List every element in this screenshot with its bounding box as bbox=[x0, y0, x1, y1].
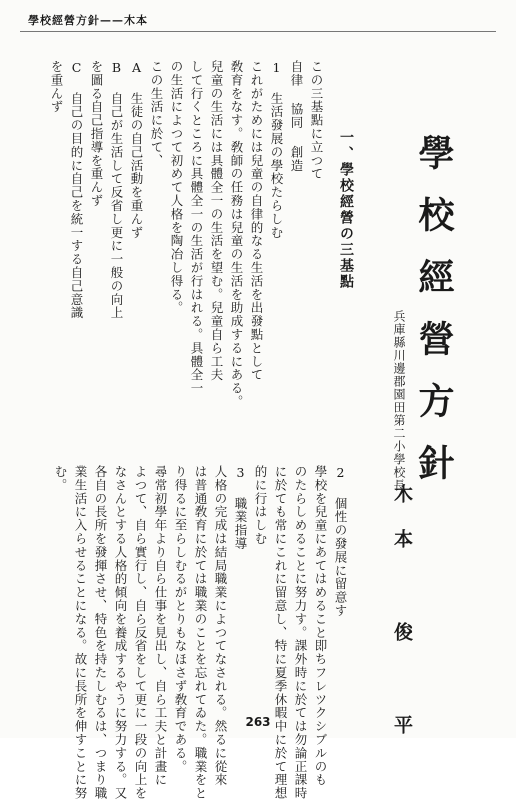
text-line: む。 bbox=[53, 465, 68, 492]
text-line: は普通敎育に於ては職業のことを忘れてゐた。職業をと bbox=[193, 465, 208, 800]
text-line: の生活によつて初めて人格を陶冶し得る。 bbox=[169, 60, 184, 315]
text-line: を圖る自己指導を重んず bbox=[89, 60, 104, 208]
text-line: を重んず bbox=[49, 60, 64, 114]
text-line: のたらしめることに努力す。課外時に於ては勿論正課時 bbox=[293, 465, 308, 800]
main-text-columns bbox=[26, 60, 326, 409]
text-line: 敎育をなす。敎師の任務は兒童の生活を助成するにある。 bbox=[229, 60, 244, 409]
text-line: 1 生活發展の學校たらしむ bbox=[269, 60, 284, 240]
text-line: この三基點に立つて bbox=[309, 60, 324, 181]
page-number: 263 bbox=[245, 715, 271, 729]
text-line: 自律 協同 創造 bbox=[289, 60, 304, 173]
text-line: A 生徒の自己活動を重んず bbox=[129, 60, 144, 240]
text-line: り得るに至らしむるがとりもなほさず敎育である。 bbox=[173, 465, 188, 774]
running-head: 學校經營方針——木本 bbox=[28, 14, 148, 27]
text-line: 尋常初學年より自ら仕事を見出し、自ら工夫と計畫に bbox=[153, 465, 168, 787]
article-title: 學校經營方針 bbox=[413, 134, 455, 506]
text-line: 人格の完成は結局職業によつてなされる。然るに從來 bbox=[213, 465, 228, 787]
text-line: 學校を兒童にあてはめること即ちフレツクシブルのも bbox=[313, 465, 328, 787]
text-line: 2 個性の發展に留意す bbox=[333, 465, 348, 618]
text-line: これがためには兒童の自律的なる生活を出發點として bbox=[249, 60, 264, 382]
text-line: なさんとする人格的傾向を養成するやうに努力する。又 bbox=[113, 465, 128, 800]
author-affiliation: 兵庫縣川邊郡園田第二小學校長 bbox=[392, 310, 406, 492]
text-line: に於ても常にこれに留意し、特に夏季休暇中に於て理想 bbox=[273, 465, 288, 800]
text-line: B 自己が生活して反省し更に一般の向上 bbox=[109, 60, 124, 320]
text-line: よつて、自ら實行し、自ら反省をして更に一段の向上を bbox=[133, 465, 148, 800]
text-line: 業生活に入らせることになる。故に長所を伸すことに努 bbox=[73, 465, 88, 800]
header-rule bbox=[20, 31, 496, 32]
text-line: して行くところに具體全一の生活が行はれる。具體全一 bbox=[189, 60, 204, 395]
text-line: 各自の長所を發揮させ、特色を持たしむるは、つまり職 bbox=[93, 465, 108, 800]
author-name: 木本 俊 平 bbox=[391, 484, 413, 760]
text-line: この生活に於て、 bbox=[149, 60, 164, 168]
text-line: 兒童の生活には具體全一の生活を望む。兒童自ら工夫 bbox=[209, 60, 224, 382]
text-line: C 自己の目的に自己を統一する自己意識 bbox=[69, 60, 84, 320]
text-line: 3 職業指導 bbox=[233, 465, 248, 551]
text-line: 的に行はしむ bbox=[253, 465, 268, 546]
section-heading: 一、學校經營の三基點 bbox=[338, 130, 354, 290]
